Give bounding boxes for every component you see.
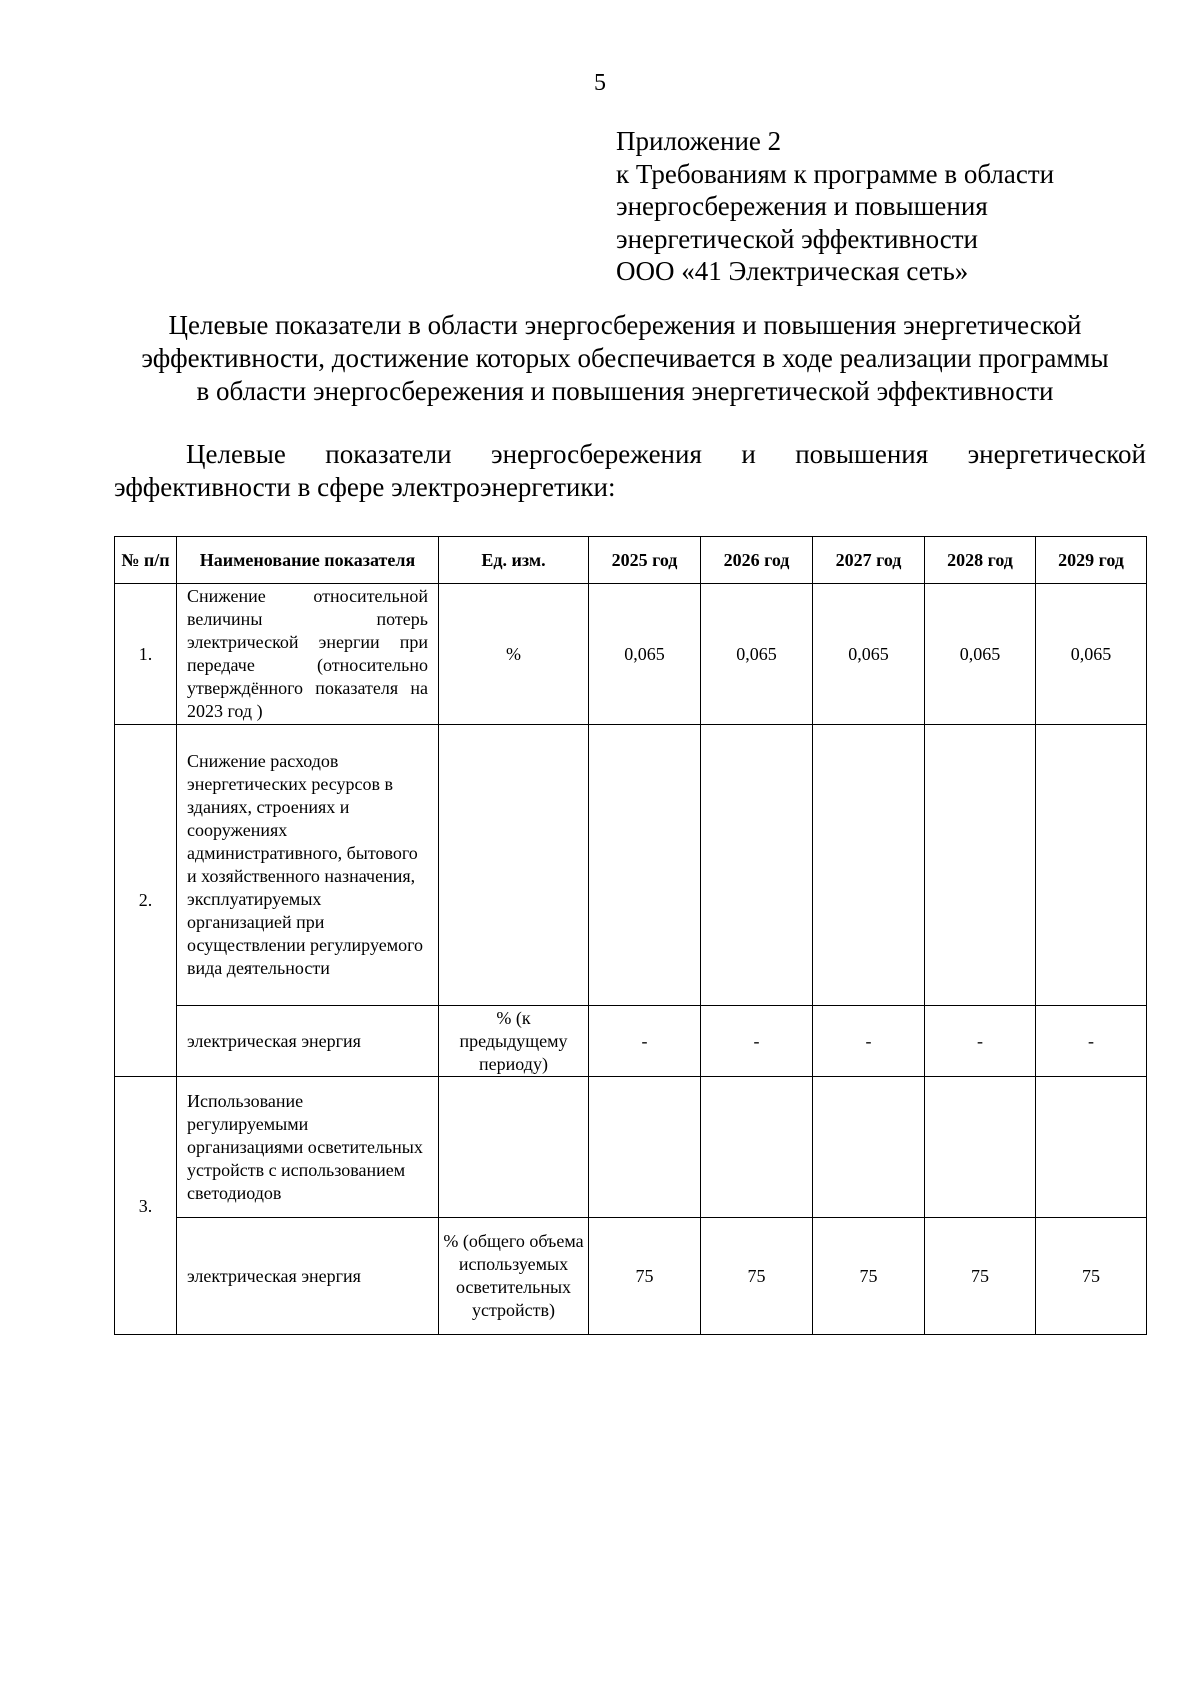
intro-word: показатели bbox=[325, 439, 452, 469]
appendix-line: Приложение 2 bbox=[616, 126, 782, 156]
indicator-name: Использование регулируемыми организациями осветительных устройств с использованием светодиодов bbox=[177, 1077, 439, 1218]
unit-cell: % (к предыдущему периоду) bbox=[439, 1006, 589, 1077]
table-subrow bbox=[115, 1218, 1147, 1335]
value-cell bbox=[701, 1077, 813, 1218]
value-2028: 75 bbox=[925, 1218, 1036, 1335]
row-number: 1. bbox=[115, 584, 177, 725]
intro-line-2: эффективности в сфере электроэнергетики: bbox=[114, 472, 616, 502]
value-2029: 75 bbox=[1036, 1218, 1147, 1335]
appendix-line: энергосбережения и повышения bbox=[616, 191, 988, 221]
value-cell bbox=[1036, 1077, 1147, 1218]
sub-indicator-name: электрическая энергия bbox=[177, 1218, 439, 1335]
value-2025: 75 bbox=[589, 1218, 701, 1335]
row-number: 2. bbox=[115, 725, 177, 1077]
header-2027: 2027 год bbox=[813, 537, 925, 584]
value-2027: 75 bbox=[813, 1218, 925, 1335]
table-row bbox=[115, 725, 1147, 1006]
value-cell bbox=[701, 725, 813, 1006]
intro-word: Целевые bbox=[186, 439, 286, 469]
value-2025: - bbox=[589, 1006, 701, 1077]
header-2025: 2025 год bbox=[589, 537, 701, 584]
header-2029: 2029 год bbox=[1036, 537, 1147, 584]
table-header-row bbox=[115, 537, 1147, 584]
value-cell bbox=[925, 725, 1036, 1006]
indicator-name: Снижение относительной величины потерь электрической энергии при передаче (относительно утверждённого показателя на 2023 год ) bbox=[177, 584, 439, 725]
document-title bbox=[110, 309, 1140, 408]
value-cell bbox=[813, 725, 925, 1006]
title-line: Целевые показатели в области энергосбережения и повышения энергетической bbox=[168, 310, 1082, 340]
indicator-name: Снижение расходов энергетических ресурсов в зданиях, строениях и сооружениях административного, бытового и хозяйственного назначения, эксплуатируемых организацией при осуществлении регулируемого вида деятельности bbox=[177, 725, 439, 1006]
table-row bbox=[115, 1077, 1147, 1218]
value-2025: 0,065 bbox=[589, 584, 701, 725]
page-number: 5 bbox=[594, 70, 606, 96]
value-2028: 0,065 bbox=[925, 584, 1036, 725]
title-line: в области энергосбережения и повышения энергетической эффективности bbox=[196, 376, 1054, 406]
appendix-line: к Требованиям к программе в области bbox=[616, 158, 1055, 189]
unit-cell: % (общего объема используемых осветительных устройств) bbox=[439, 1218, 589, 1335]
value-2029: 0,065 bbox=[1036, 584, 1147, 725]
value-2026: - bbox=[701, 1006, 813, 1077]
value-cell bbox=[589, 1077, 701, 1218]
sub-indicator-name: электрическая энергия bbox=[177, 1006, 439, 1077]
appendix-line: энергетической эффективности bbox=[616, 223, 978, 254]
value-2026: 75 bbox=[701, 1218, 813, 1335]
row-number: 3. bbox=[115, 1077, 177, 1335]
unit-cell bbox=[439, 725, 589, 1006]
value-cell bbox=[925, 1077, 1036, 1218]
value-cell bbox=[1036, 725, 1147, 1006]
value-2027: 0,065 bbox=[813, 584, 925, 725]
header-num: № п/п bbox=[115, 537, 177, 584]
value-2027: - bbox=[813, 1006, 925, 1077]
unit-cell bbox=[439, 1077, 589, 1218]
appendix-line: ООО «41 Электрическая сеть» bbox=[616, 256, 969, 286]
title-line: эффективности, достижение которых обеспечивается в ходе реализации программы bbox=[141, 343, 1109, 373]
header-2026: 2026 год bbox=[701, 537, 813, 584]
table-row bbox=[115, 584, 1147, 725]
targets-table bbox=[114, 536, 1147, 1335]
header-unit: Ед. изм. bbox=[439, 537, 589, 584]
value-cell bbox=[589, 725, 701, 1006]
table-subrow bbox=[115, 1006, 1147, 1077]
intro-word: энергетической bbox=[967, 439, 1146, 469]
appendix-block bbox=[616, 125, 1176, 288]
value-2028: - bbox=[925, 1006, 1036, 1077]
value-2029: - bbox=[1036, 1006, 1147, 1077]
header-2028: 2028 год bbox=[925, 537, 1036, 584]
intro-line-1 bbox=[114, 438, 1146, 471]
intro-word: и bbox=[741, 439, 756, 469]
value-2026: 0,065 bbox=[701, 584, 813, 725]
value-cell bbox=[813, 1077, 925, 1218]
header-name: Наименование показателя bbox=[177, 537, 439, 584]
intro-word: энергосбережения bbox=[491, 439, 702, 469]
unit-cell: % bbox=[439, 584, 589, 725]
intro-paragraph bbox=[114, 438, 1146, 504]
intro-word: повышения bbox=[795, 439, 929, 469]
